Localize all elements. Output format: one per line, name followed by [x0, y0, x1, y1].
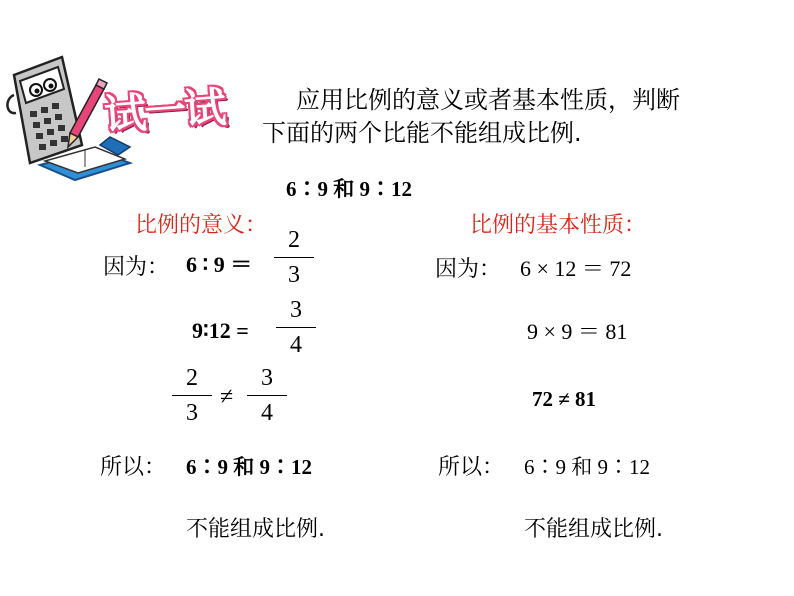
fraction-numerator: 2: [186, 365, 198, 391]
fraction-2-3: [274, 226, 314, 289]
badge-title: 试一试: [102, 82, 226, 140]
right-so-expr: 6∶9 和 9∶12: [524, 455, 650, 479]
left-heading: 比例的意义：: [135, 213, 268, 238]
left-so-label: 所以：: [100, 455, 167, 480]
fraction-bar: [172, 395, 212, 396]
fraction-denominator: 3: [288, 262, 300, 288]
left-expr-2: 9∶12 =: [192, 318, 249, 343]
compare-fraction-3-4: [247, 364, 287, 427]
right-heading: 比例的基本性质：: [470, 213, 647, 238]
right-conclusion: 不能组成比例.: [524, 517, 663, 542]
fraction-bar: [276, 327, 316, 328]
left-because-label: 因为：: [103, 255, 170, 280]
left-conclusion: 不能组成比例.: [186, 517, 325, 542]
instruction-line-1: 应用比例的意义或者基本性质，判断: [296, 86, 680, 114]
fraction-numerator: 2: [288, 227, 300, 253]
fraction-3-4: [276, 296, 316, 359]
fraction-numerator: 3: [290, 297, 302, 323]
fraction-denominator: 4: [290, 332, 302, 358]
problem-statement: 6∶9 和 9∶12: [286, 177, 412, 201]
instruction-line-2: 下面的两个比能不能组成比例.: [262, 119, 582, 147]
right-so-label: 所以：: [438, 455, 505, 480]
right-expr-3: 72 ≠ 81: [532, 387, 597, 411]
right-expr-1: 6 × 12 ＝ 72: [520, 256, 632, 281]
left-so-expr: 6∶9 和 9∶12: [186, 455, 312, 479]
not-equal-sign: ≠: [220, 384, 234, 410]
fraction-denominator: 3: [186, 400, 198, 426]
calculator-character-icon: [7, 57, 82, 163]
fraction-bar: [274, 257, 314, 258]
fraction-denominator: 4: [261, 400, 273, 426]
fraction-bar: [247, 395, 287, 396]
fraction-numerator: 3: [261, 365, 273, 391]
compare-fraction-2-3: [172, 364, 212, 427]
left-expr-1: 6 ∶ 9 ＝: [186, 252, 253, 277]
right-because-label: 因为：: [435, 257, 502, 282]
right-expr-2: 9 × 9 ＝ 81: [527, 319, 628, 344]
